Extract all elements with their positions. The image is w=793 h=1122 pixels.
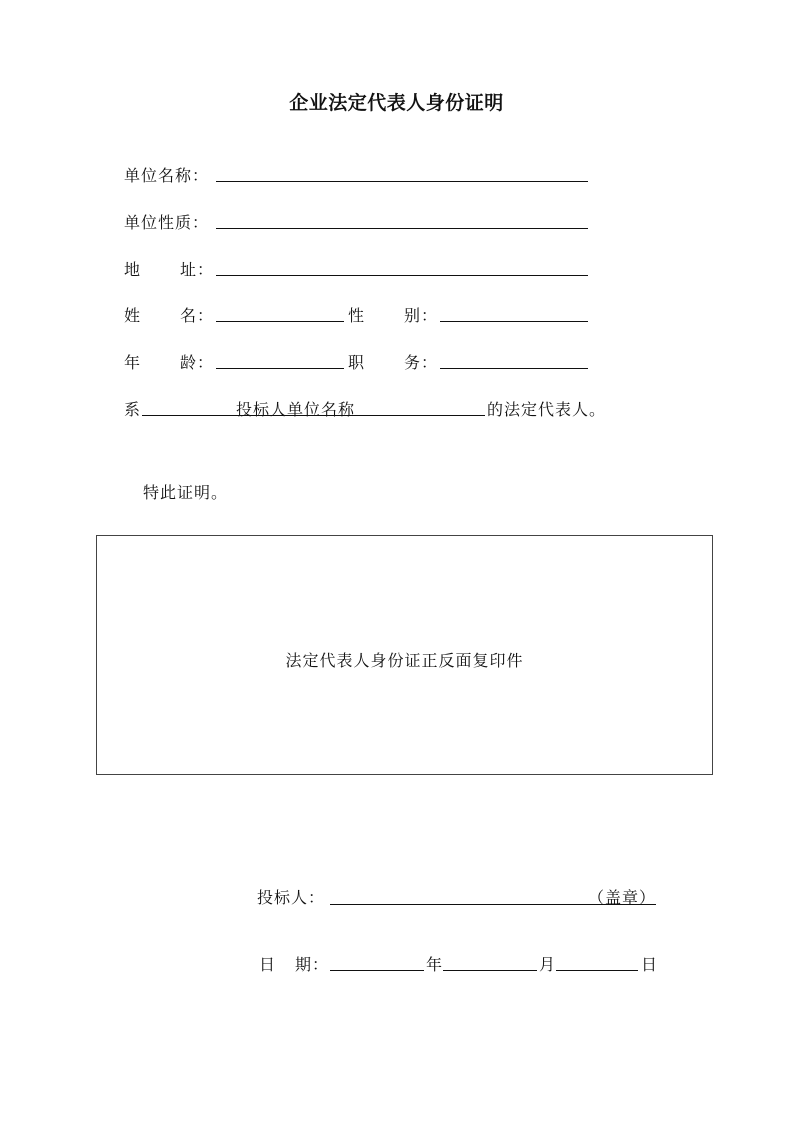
certify-text: 特此证明。 xyxy=(143,483,229,502)
year-label: 年 xyxy=(426,955,444,974)
day-field-line[interactable] xyxy=(556,970,638,971)
address-label-part1: 地 xyxy=(124,260,142,279)
position-label-part1: 职 xyxy=(348,353,366,372)
unit-nature-label: 单位性质： xyxy=(124,213,210,232)
gender-label-part2: 别： xyxy=(404,306,439,325)
bidder-label: 投标人： xyxy=(257,888,326,907)
age-field-line[interactable] xyxy=(216,368,344,369)
age-label-part1: 年 xyxy=(124,353,142,372)
statement-prefix: 系 xyxy=(124,400,142,419)
age-label-part2: 龄： xyxy=(180,353,215,372)
address-label-part2: 址： xyxy=(180,260,215,279)
id-copy-box xyxy=(96,535,713,775)
month-field-line[interactable] xyxy=(443,970,537,971)
name-label-part2: 名： xyxy=(180,306,215,325)
id-copy-box-label: 法定代表人身份证正反面复印件 xyxy=(285,651,524,670)
gender-field-line[interactable] xyxy=(440,321,588,322)
date-label-part2: 期： xyxy=(295,955,330,974)
statement-suffix: 的法定代表人。 xyxy=(487,400,607,419)
seal-note: （盖章） xyxy=(588,888,657,907)
address-field-line[interactable] xyxy=(216,275,588,276)
position-field-line[interactable] xyxy=(440,368,588,369)
name-label-part1: 姓 xyxy=(124,306,142,325)
statement-filled-value: 投标人单位名称 xyxy=(236,400,356,419)
year-field-line[interactable] xyxy=(330,970,424,971)
unit-name-label: 单位名称： xyxy=(124,166,210,185)
position-label-part2: 务： xyxy=(404,353,439,372)
day-label: 日 xyxy=(641,955,659,974)
name-field-line[interactable] xyxy=(216,321,344,322)
document-title: 企业法定代表人身份证明 xyxy=(289,92,504,114)
unit-name-field-line[interactable] xyxy=(216,181,588,182)
unit-nature-field-line[interactable] xyxy=(216,228,588,229)
month-label: 月 xyxy=(539,955,557,974)
date-label-part1: 日 xyxy=(259,955,277,974)
gender-label-part1: 性 xyxy=(348,306,366,325)
